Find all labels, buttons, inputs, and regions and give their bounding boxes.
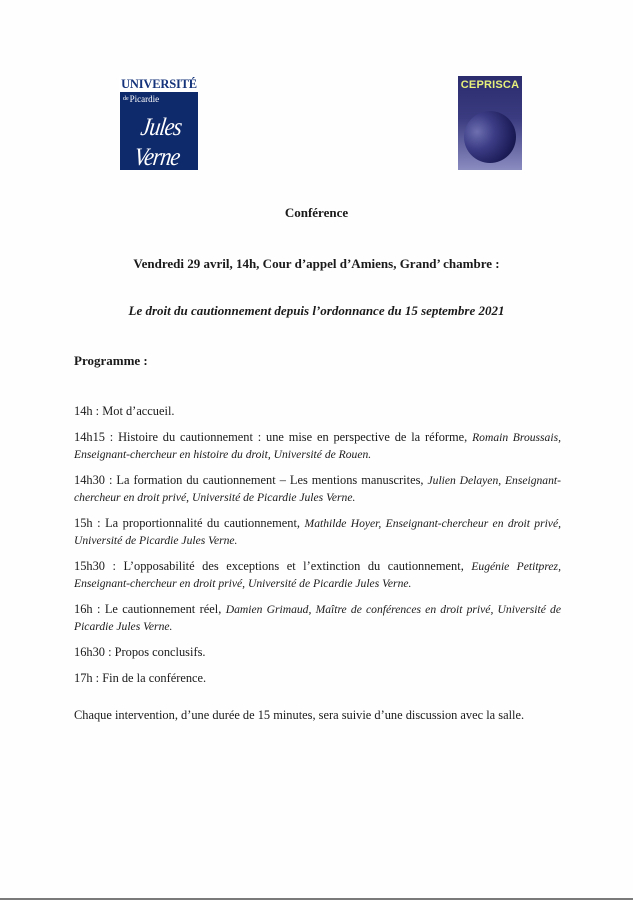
item-time: 14h15 : [74,430,114,444]
item-speaker: Julien Delayen, Enseignant-chercheur en droit privé, Université de Picardie Jules Verne. [74,474,561,504]
item-title: Le cautionnement réel, [100,602,226,616]
item-title: Fin de la conférence. [99,671,207,685]
item-title: Mot d’accueil. [99,404,175,418]
programme-item [74,515,561,549]
logo-picardie-text: $^{de}$Picardie [123,94,160,104]
item-time: 15h : [74,516,101,530]
programme-heading: Programme : [74,353,148,368]
conference-heading: Conférence [284,205,349,220]
programme-item [74,472,561,506]
item-time: 17h : [74,671,100,685]
item-time: 16h : [74,602,101,616]
footer-note: Chaque intervention, d’une durée de 15 minutes, sera suivie d’une discussion avec la salle. [74,708,525,722]
item-title: La formation du cautionnement – Les mentions manuscrites, [112,473,428,487]
ceprisca-sphere-graphic [464,111,516,163]
item-time: 15h30 : [74,559,116,573]
item-title: La proportionnalité du cautionnement, [100,516,305,530]
item-speaker: Mathilde Hoyer, Enseignant-chercheur en droit privé, Université de Picardie Jules Verne. [74,517,561,547]
logo-jules-verne-signature: Jules Verne [132,112,184,171]
item-time: 16h30 : [74,645,112,659]
item-speaker: Damien Grimaud, Maître de conférences en droit privé, Université de Picardie Jules Verne. [74,603,561,633]
ceprisca-logo [458,76,522,170]
programme-item [74,558,561,592]
date-location-line: Vendredi 29 avril, 14h, Cour d’appel d’Amiens, Grand’ chambre : [133,256,500,271]
item-speaker: Romain Broussais, Enseignant-chercheur en histoire du droit, Université de Rouen. [74,431,561,461]
programme-item [74,601,561,635]
conference-subject: Le droit du cautionnement depuis l’ordonnance du 15 septembre 2021 [128,303,505,318]
programme-item [74,429,561,463]
logo-universite-text: UNIVERSITÉ [119,77,199,92]
ceprisca-logo-text: CEPRISCA [460,79,520,91]
item-speaker: Eugénie Petitprez, Enseignant-chercheur en droit privé, Université de Picardie Jules Verne. [74,560,561,590]
programme-item [74,644,561,661]
programme-list [74,403,561,696]
item-time: 14h30 : [74,473,113,487]
item-title: L’opposabilité des exceptions et l’extinction du cautionnement, [115,559,472,573]
item-title: Histoire du cautionnement : une mise en perspective de la réforme, [113,430,473,444]
item-title: Propos conclusifs. [111,645,206,659]
universite-picardie-logo [120,77,198,170]
programme-item [74,403,561,420]
item-time: 14h : [74,404,100,418]
programme-item [74,670,561,687]
